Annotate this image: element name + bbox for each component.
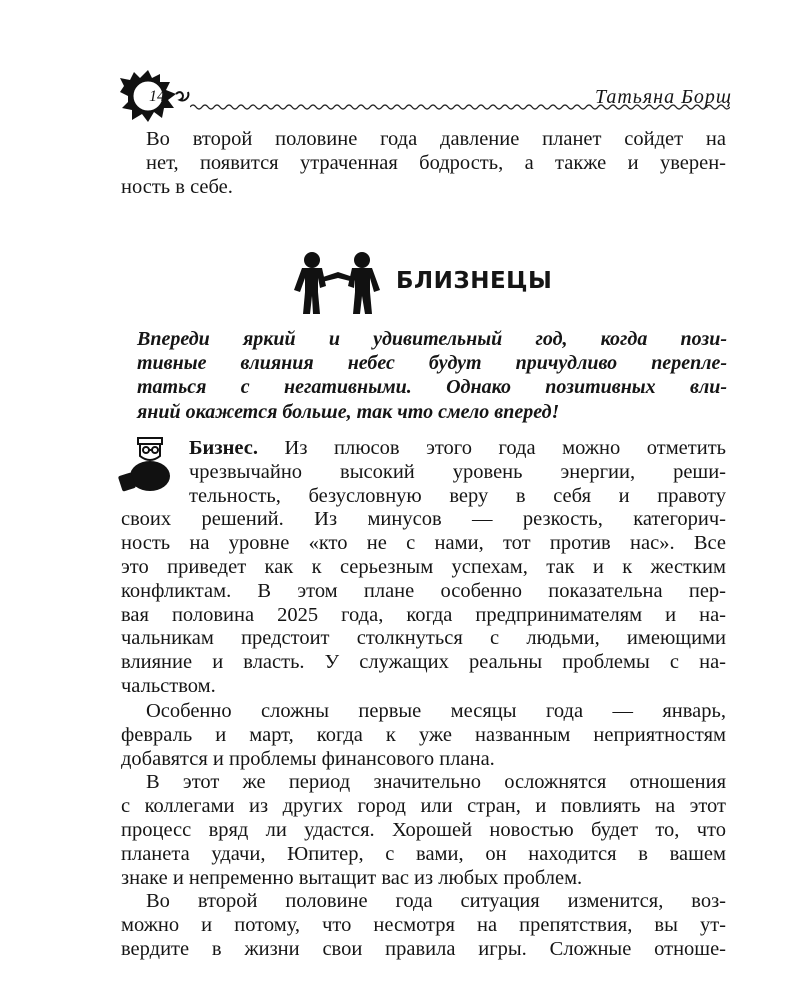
paragraph-2 xyxy=(121,724,726,748)
text-line: ность в себе. xyxy=(121,175,233,198)
text-line: В этот же период значительно осложнятся отношения xyxy=(146,771,726,794)
intro-paragraph-end xyxy=(137,400,727,424)
text-line: февраль и март, когда к уже названным неприятностям xyxy=(121,723,726,746)
text-line: добавятся и проблемы финансового плана. xyxy=(121,747,495,770)
opening-paragraph xyxy=(146,128,726,176)
page-number: 14 xyxy=(149,88,165,105)
text-line: яний окажется больше, так что смело вперед! xyxy=(137,400,560,423)
paragraph-3-end xyxy=(121,867,726,891)
text-line: Во второй половине года ситуация изменится, воз- xyxy=(146,890,726,913)
twins-icon xyxy=(290,252,386,316)
opening-paragraph-end xyxy=(121,176,726,200)
author-name: Татьяна Борщ xyxy=(594,86,732,108)
text-line: Особенно сложны первые месяцы года — январь, xyxy=(146,700,726,722)
paragraph-3 xyxy=(121,795,726,866)
business-paragraph-first xyxy=(189,437,726,508)
text-line: Впереди яркий и удивительный год, когда пози- xyxy=(137,328,727,350)
paragraph-4-first xyxy=(146,890,726,914)
text-line: планета удачи, Юпитер, с вами, он находится в вашем xyxy=(121,842,726,865)
text-line: Бизнес. Из плюсов этого года можно отметить xyxy=(189,437,727,459)
text-line: нет, появится утраченная бодрость, а также и уверен- xyxy=(146,151,726,174)
paragraph-3-first xyxy=(146,771,726,795)
text-line: процесс вряд ли удастся. Хорошей новостью будет то, что xyxy=(121,818,726,841)
text-line: вая половина 2025 года, когда предпринимателям и на- xyxy=(121,603,726,626)
text-line: своих решений. Из минусов — резкость, категорич- xyxy=(121,508,726,531)
text-line: чрезвычайно высокий уровень энергии, реши- xyxy=(189,460,726,483)
text-line: влияние и власть. У служащих реальны проблемы с на- xyxy=(121,651,726,674)
paragraph-2-first xyxy=(146,700,726,724)
text-line: можно и потому, что несмотря на препятствия, вы ут- xyxy=(121,914,726,937)
text-line: с коллегами из других город или стран, и повлиять на этот xyxy=(121,795,726,818)
text-line: знаке и непременно вытащит вас из любых проблем. xyxy=(121,866,583,889)
text-line: тивные влияния небес будут причудливо перепле- xyxy=(137,352,727,375)
text-line: тельность, безусловную веру в себя и правоту xyxy=(189,484,726,507)
businessman-icon xyxy=(118,434,184,494)
paragraph-4 xyxy=(121,914,726,962)
sign-title xyxy=(290,252,570,316)
text-line: таться с негативными. Однако позитивных вли- xyxy=(137,376,727,399)
text-line: чальникам предстоит столкнуться с людьми, имеющими xyxy=(121,627,726,650)
sign-name: БЛИЗНЕЦЫ xyxy=(396,268,553,294)
business-paragraph-end xyxy=(121,675,726,699)
text-line: вердите в жизни свои правила игры. Сложные отноше- xyxy=(121,937,726,960)
running-header xyxy=(120,68,732,124)
text-line: это приведет как к серьезным успехам, так и к жестким xyxy=(121,555,726,578)
intro-paragraph xyxy=(137,327,727,400)
paragraph-2-end xyxy=(121,748,726,772)
business-paragraph xyxy=(121,508,726,675)
section-heading: Бизнес. xyxy=(189,437,258,459)
text-line: Во второй половине года давление планет сойдет на xyxy=(146,128,726,150)
text-line: ность на уровне «кто не с нами, тот против нас». Все xyxy=(121,532,726,555)
text-line: конфликтам. В этом плане особенно показательна пер- xyxy=(121,579,726,602)
text-line: чальством. xyxy=(121,675,216,697)
